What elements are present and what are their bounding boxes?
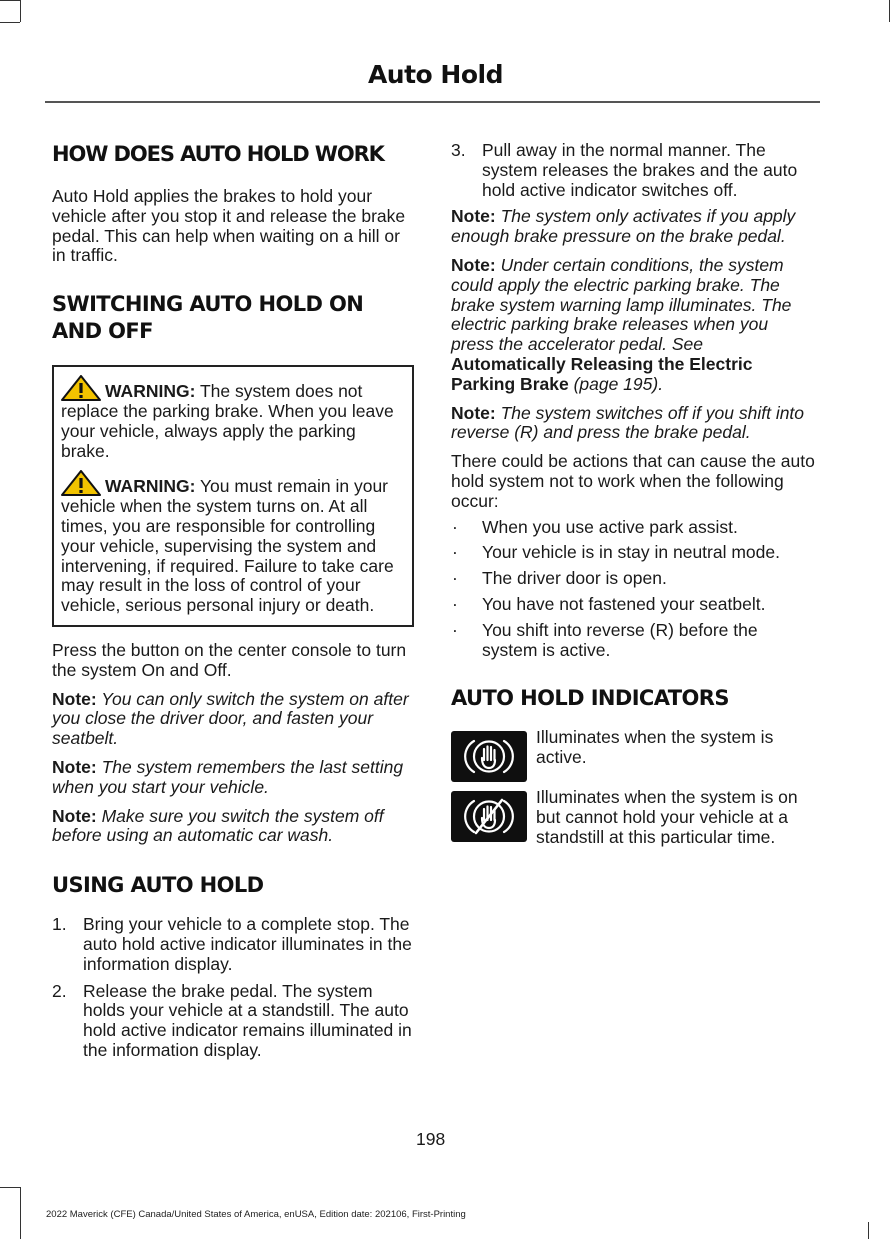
list-item: · You have not fastened your seatbelt. xyxy=(452,593,766,614)
bullet-text: The driver door is open. xyxy=(482,568,667,589)
list-item: · When you use active park assist. xyxy=(452,516,738,537)
steps-list xyxy=(52,915,414,1061)
paragraph-actions: There could be actions that can cause the auto hold system not to work when the following occur: xyxy=(451,451,815,511)
right-column xyxy=(451,138,815,848)
note-label: Note: xyxy=(451,402,496,423)
crop-mark xyxy=(20,0,21,22)
bullet-text: You shift into reverse (R) before the system is active. xyxy=(482,619,758,660)
bullet-text: Your vehicle is in stay in neutral mode. xyxy=(482,542,780,563)
note xyxy=(52,690,414,749)
note xyxy=(451,207,815,247)
auto-hold-active-icon xyxy=(451,731,527,782)
note xyxy=(451,404,815,444)
heading-auto-hold-indicators: AUTO HOLD INDICATORS xyxy=(451,686,729,711)
note-label: Note: xyxy=(451,254,496,275)
note-text: The system switches off if you shift into reverse (R) and press the brake pedal. xyxy=(451,402,805,443)
warning-triangle-icon xyxy=(61,470,101,496)
page-reference: (page 195). xyxy=(568,373,664,394)
step-text: Bring your vehicle to a complete stop. The auto hold active indicator illuminates in the information display. xyxy=(83,914,412,974)
note-label: Note: xyxy=(52,688,97,709)
warning-text: The system does not replace the parking brake. When you leave your vehicle, always apply the parking brake. xyxy=(61,381,394,461)
note xyxy=(52,758,414,798)
note-label: Note: xyxy=(451,206,496,227)
list-item: · Your vehicle is in stay in neutral mode. xyxy=(452,542,780,563)
note-label: Note: xyxy=(52,805,97,826)
note-text: Make sure you switch the system off before using an automatic car wash. xyxy=(52,805,384,846)
step-text: Pull away in the normal manner. The system releases the brakes and the auto hold active indicator switches off. xyxy=(482,140,798,200)
crop-mark xyxy=(0,1187,20,1188)
warning-label: WARNING: xyxy=(105,476,196,497)
bullet-text: When you use active park assist. xyxy=(482,516,738,537)
paragraph-how: Auto Hold applies the brakes to hold your vehicle after you stop it and release the brake pedal. This can help when waiting on a hill or in traffic. xyxy=(52,186,406,266)
warning-item xyxy=(61,470,405,616)
paragraph-press-button: Press the button on the center console to turn the system On and Off. xyxy=(52,639,407,680)
note xyxy=(52,807,414,847)
step-text: Release the brake pedal. The system holds your vehicle at a standstill. The auto hold active indicator remains illuminated in the information display. xyxy=(83,980,412,1060)
list-item xyxy=(451,141,815,200)
indicator-text: Illuminates when the system is on but cannot hold your vehicle at a standstill at this particular time. xyxy=(536,787,798,847)
heading-using-auto-hold: USING AUTO HOLD xyxy=(52,873,264,898)
conditions-list xyxy=(451,518,815,661)
footer-edition-info: 2022 Maverick (CFE) Canada/United States of America, enUSA, Edition date: 202106, First-Printing xyxy=(46,1209,466,1220)
indicator-text: Illuminates when the system is active. xyxy=(536,727,774,768)
crop-mark xyxy=(868,1222,869,1239)
heading-how-does-auto-hold-work: HOW DOES AUTO HOLD WORK xyxy=(52,142,384,166)
crop-mark xyxy=(20,1187,21,1239)
list-item xyxy=(52,915,414,974)
left-column xyxy=(52,138,414,1061)
header-divider xyxy=(45,101,820,103)
step-number: 2. xyxy=(52,980,67,1001)
list-item: · You shift into reverse (R) before the system is active. xyxy=(452,619,758,660)
step-number: 3. xyxy=(451,140,466,160)
note-label: Note: xyxy=(52,756,97,777)
bullet-text: You have not fastened your seatbelt. xyxy=(482,593,766,614)
crop-mark xyxy=(0,22,20,23)
heading-switching-auto-hold: SWITCHING AUTO HOLD ON AND OFF xyxy=(52,292,364,344)
step-number: 1. xyxy=(52,914,67,935)
auto-hold-unavailable-icon xyxy=(451,791,527,842)
page-title: Auto Hold xyxy=(367,60,503,89)
crop-mark xyxy=(0,0,20,1)
list-item xyxy=(52,982,414,1061)
warning-text: You must remain in your vehicle when the system turns on. At all times, you are responsible for controlling your vehicle, supervising the system and intervening, if required. Failure to take care may result in the loss of control of your vehicle, serious personal injury or death. xyxy=(61,476,394,616)
page-number: 198 xyxy=(416,1129,446,1149)
warning-item xyxy=(61,375,405,461)
warning-label: WARNING: xyxy=(105,381,196,402)
note xyxy=(451,256,815,395)
crop-mark xyxy=(889,0,890,22)
warning-box xyxy=(52,365,414,627)
cross-reference-link[interactable]: Automatically Releasing the Electric Parking Brake xyxy=(451,353,753,394)
indicator-row xyxy=(451,728,815,784)
warning-triangle-icon xyxy=(61,375,101,401)
note-text: Under certain conditions, the system could apply the electric parking brake. The brake system warning lamp illuminates. The electric parking brake releases when you press the accelerator pedal. See xyxy=(451,254,792,355)
note-text: The system only activates if you apply enough brake pressure on the brake pedal. xyxy=(451,206,796,247)
note-text: You can only switch the system on after you close the driver door, and fasten your seatbelt. xyxy=(52,688,409,749)
list-item: · The driver door is open. xyxy=(452,568,667,589)
note-text: The system remembers the last setting when you start your vehicle. xyxy=(52,756,404,797)
indicator-row xyxy=(451,788,815,847)
